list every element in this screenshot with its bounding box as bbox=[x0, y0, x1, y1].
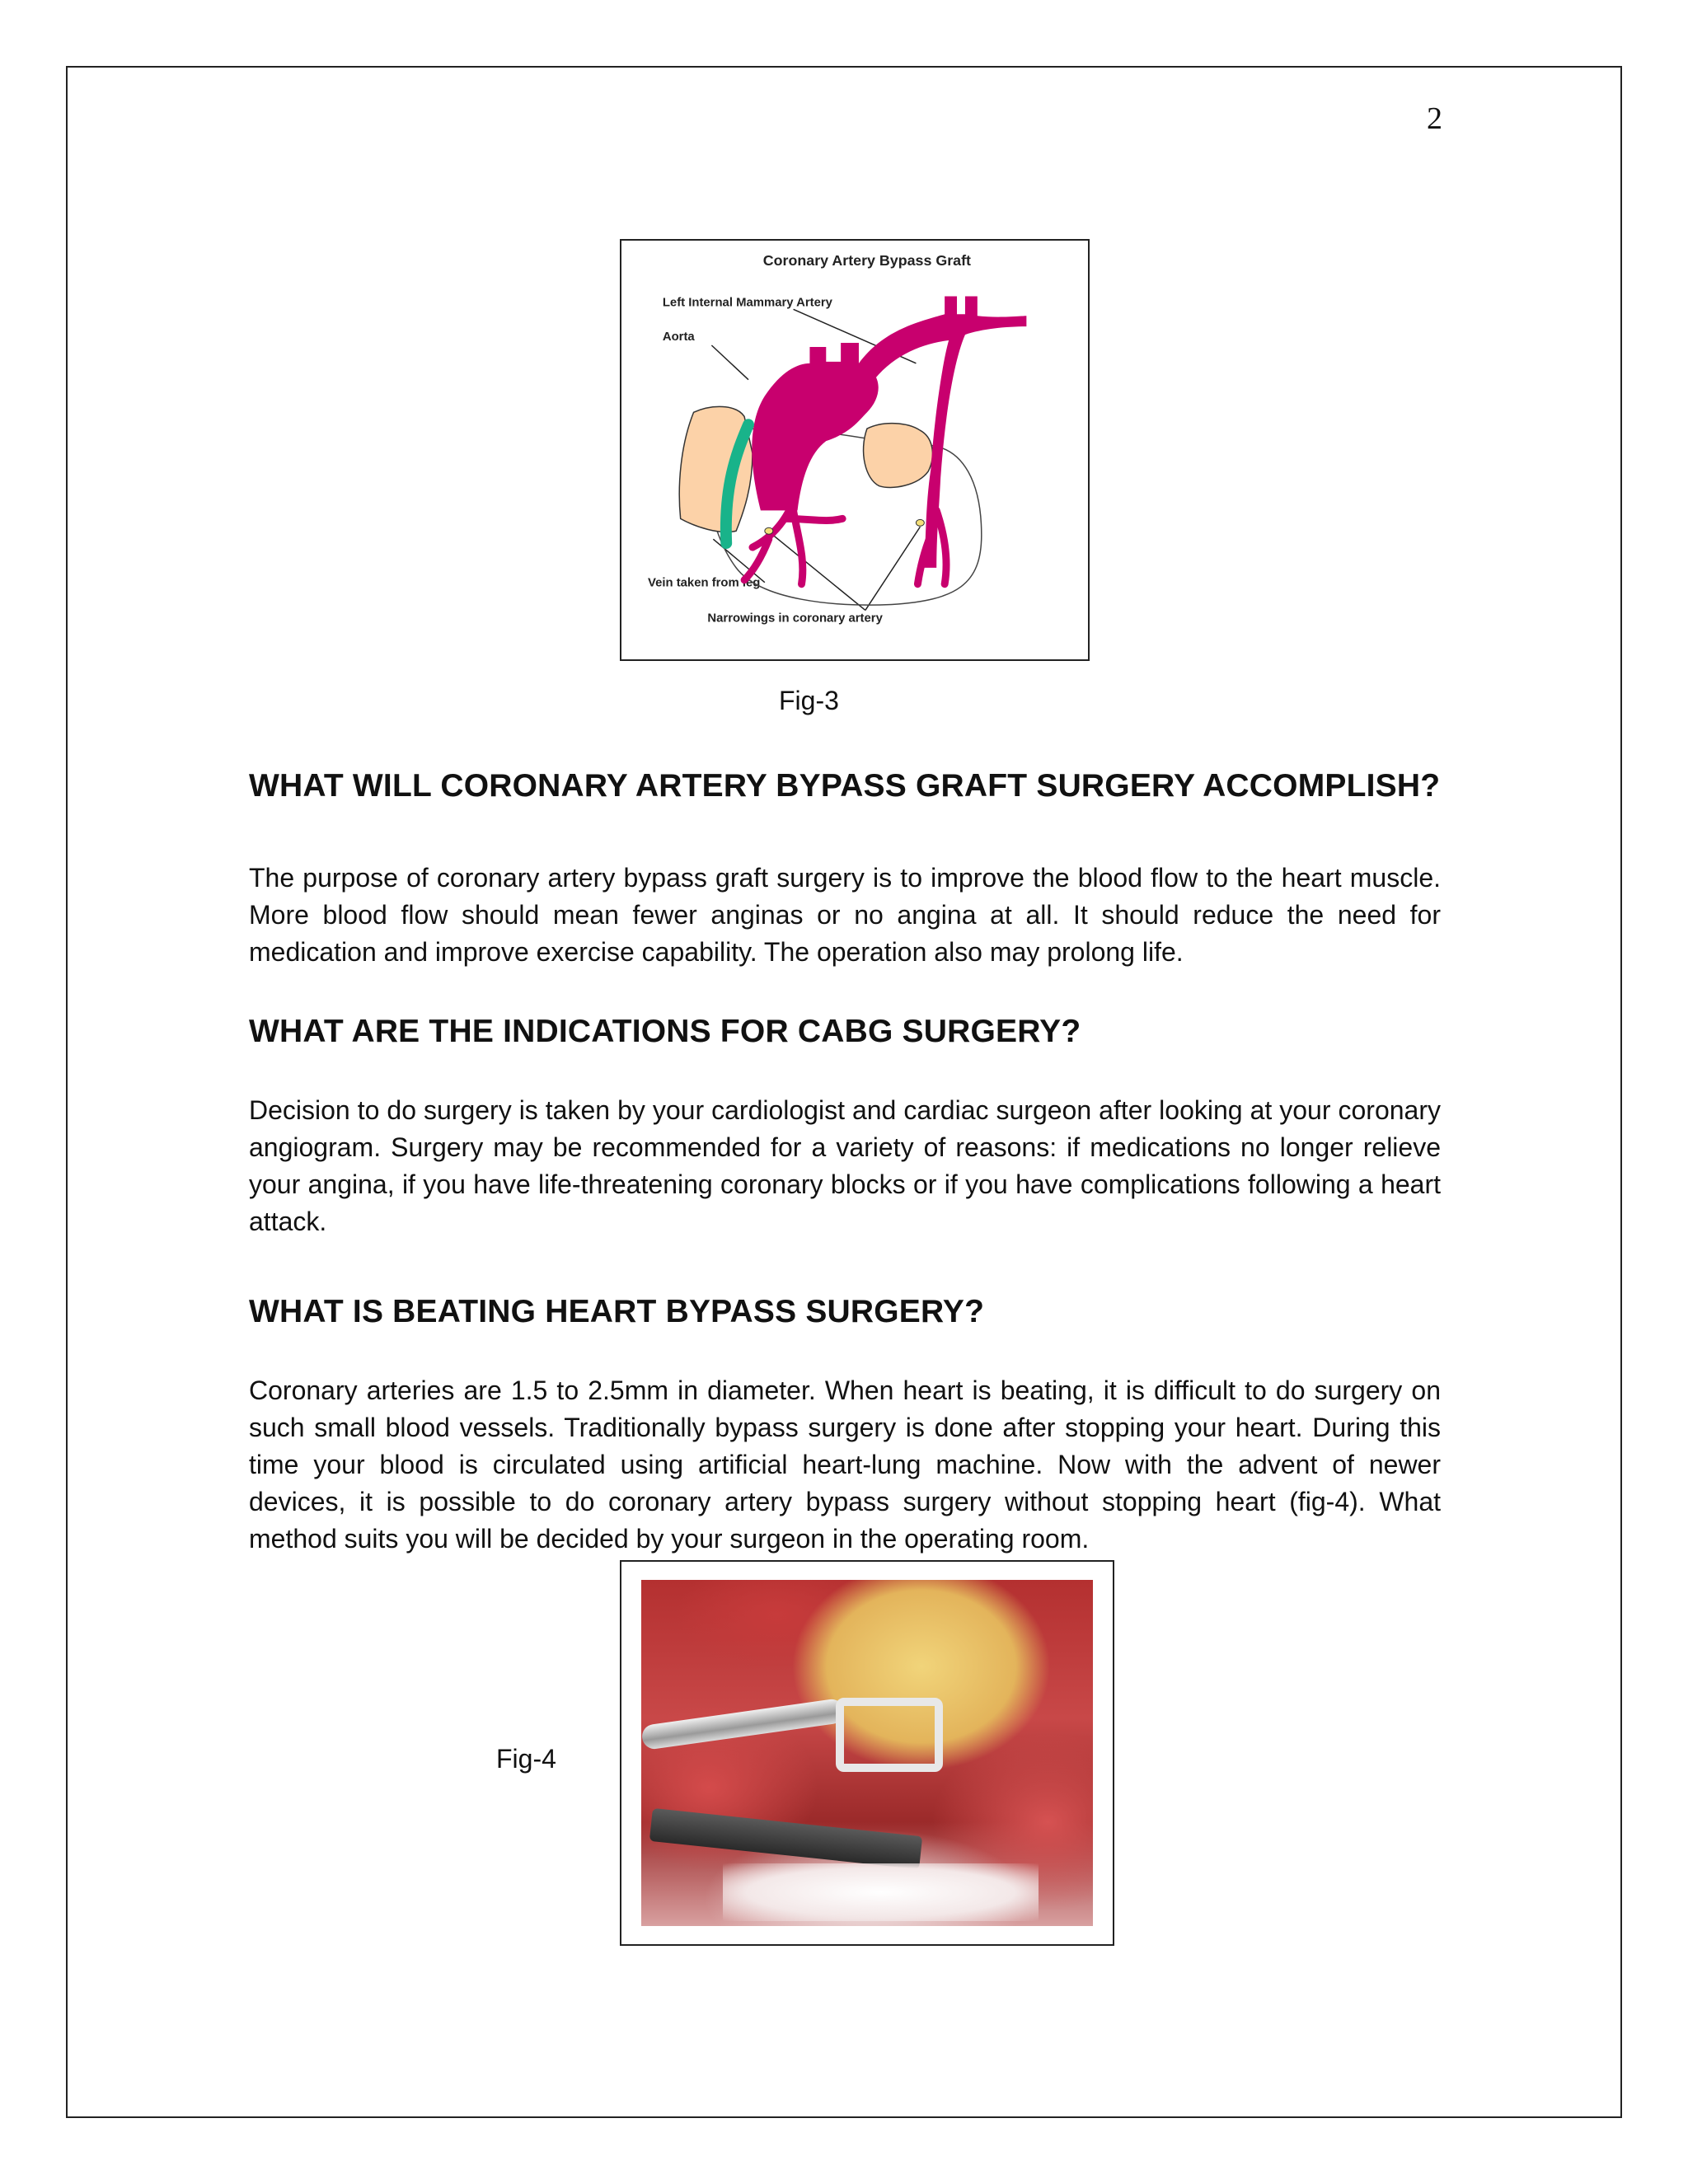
surgical-gauze bbox=[723, 1863, 1039, 1921]
left-atrium bbox=[864, 424, 933, 488]
heading-accomplish: WHAT WILL CORONARY ARTERY BYPASS GRAFT SURGERY ACCOMPLISH? bbox=[249, 768, 1441, 804]
aorta bbox=[752, 343, 878, 510]
label-aorta: Aorta bbox=[662, 330, 695, 344]
paragraph-indications: Decision to do surgery is taken by your cardiologist and cardiac surgeon after looking at your coronary angiogram. Surgery may be recommended for a variety of reasons: if medications no longer relieve your angina, if you have life-threatening coronary blocks or if you have complications following a heart attack. bbox=[249, 1095, 1441, 1236]
figure-4-photo-frame bbox=[620, 1560, 1114, 1946]
label-vein: Vein taken from leg bbox=[647, 576, 761, 590]
label-lima: Left Internal Mammary Artery bbox=[662, 296, 832, 310]
sternal-retractor bbox=[649, 1808, 922, 1869]
paragraph-beating-heart: Coronary arteries are 1.5 to 2.5mm in diameter. When heart is beating, it is difficult to do surgery on such small blood vessels. Traditionally bypass surgery is done after stopping your heart. During this time your blood is circulated using artificial heart-lung machine. Now with the advent of newer devices, it is possible to do coronary artery bypass surgery without stopping heart (fig-4). What method suits you will be decided by your surgeon in the operating room. bbox=[249, 1376, 1441, 1554]
beating-heart-surgery-photo bbox=[641, 1580, 1093, 1926]
suction-tube bbox=[641, 1698, 845, 1750]
heading-indications: WHAT ARE THE INDICATIONS FOR CABG SURGERY? bbox=[249, 1014, 1081, 1049]
diagram-title: Coronary Artery Bypass Graft bbox=[762, 251, 971, 269]
paragraph-accomplish: The purpose of coronary artery bypass graft surgery is to improve the blood flow to the heart muscle. More blood flow should mean fewer anginas or no angina at all. It should reduce the need for medication and improve exercise capability. The operation also may prolong life. bbox=[249, 863, 1441, 967]
heading-beating-heart: WHAT IS BEATING HEART BYPASS SURGERY? bbox=[249, 1294, 985, 1329]
figure-4-caption: Fig-4 bbox=[496, 1744, 556, 1774]
right-atrium bbox=[679, 406, 753, 532]
figure-3-caption: Fig-3 bbox=[779, 686, 839, 715]
cabg-diagram bbox=[621, 241, 1088, 659]
tissue-stabilizer bbox=[836, 1698, 943, 1772]
page-number: 2 bbox=[1427, 101, 1442, 136]
figure-3-diagram bbox=[620, 239, 1090, 661]
label-narrowings: Narrowings in coronary artery bbox=[707, 612, 883, 626]
